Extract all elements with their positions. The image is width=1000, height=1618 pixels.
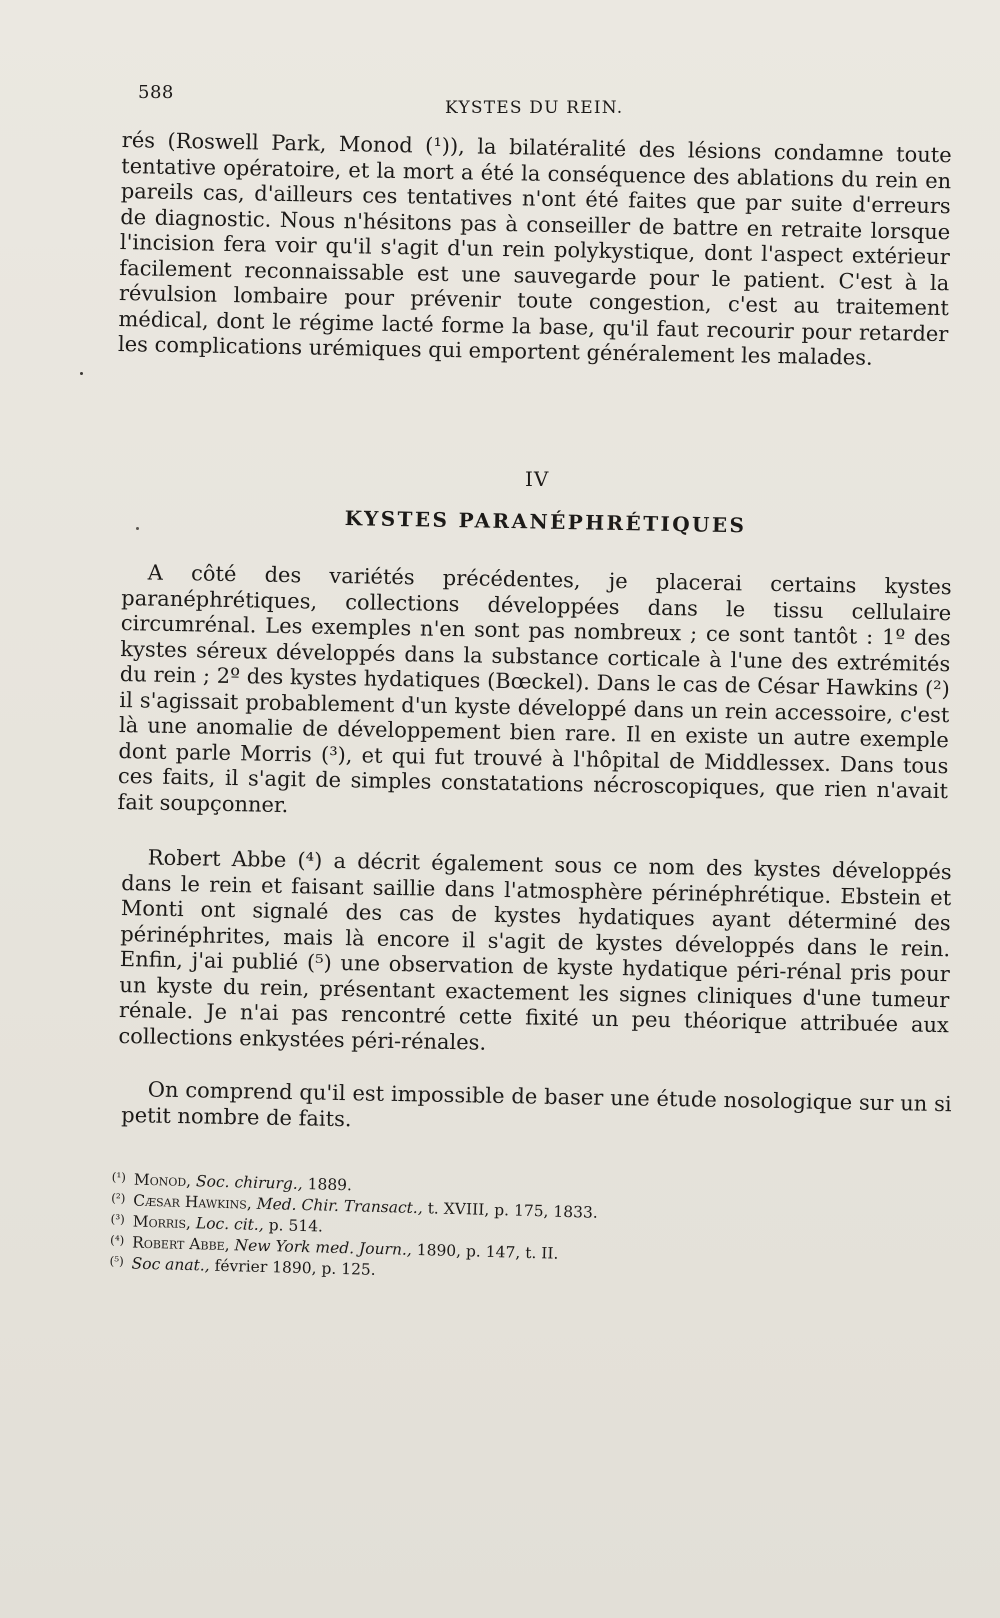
footnote-source: Med. Chir. Transact., [256, 1194, 424, 1218]
paragraph [117, 560, 952, 830]
footnote-source: New York med. Journ., [234, 1236, 413, 1259]
footnote-detail: février 1890, p. 125. [214, 1256, 376, 1279]
paragraph-text: rés (Roswell Park, Monod (¹)), la bilatéralité des lésions condamne toute tentative opératoire, et la mort a été la conséquence des ablations du rein en pareils cas, d'ailleurs ces tentatives n'ont été faites que par suite d'erreurs de diagnostic. Nous n'hésitons pas à conseiller de battre en retraite lorsque l'incision fera voir qu'il s'agit d'un rein polykystique, dont l'aspect extérieur facilement reconnaissable est une sauvegarde pour le patient. C'est à la révulsion lombaire pour prévenir toute congestion, c'est au traitement médical, dont le régime lacté forme la base, qu'il faut recourir pour retarder les complications urémiques qui emportent généralement les malades. [117, 128, 952, 370]
page-number: 588 [138, 82, 174, 103]
footnote-author: Monod, [133, 1170, 192, 1191]
footnote-source: Soc anat., [131, 1254, 210, 1275]
ink-speck [80, 372, 83, 375]
footnote-author: Robert Abbe, [131, 1233, 230, 1255]
footnote-mark: (²) [111, 1190, 126, 1206]
footnote-detail: 1890, p. 147, t. II. [416, 1241, 559, 1263]
ink-speck [136, 527, 139, 530]
section-number: IV [525, 467, 550, 491]
section-title: KYSTES PARANÉPHRÉTIQUES [344, 506, 747, 538]
footnote-detail: 1889. [307, 1175, 353, 1195]
footnote-detail: p. 514. [268, 1216, 324, 1236]
running-title: KYSTES DU REIN. [445, 98, 624, 118]
footnote-mark: (⁵) [109, 1253, 124, 1269]
footnotes [109, 1168, 672, 1288]
footnote-source: Soc. chirurg., [195, 1172, 303, 1193]
footnote-author: Cæsar Hawkins, [133, 1191, 253, 1213]
footnote-author: Morris, [132, 1212, 192, 1233]
footnote-mark: (⁴) [109, 1232, 125, 1248]
footnote-mark: (¹) [111, 1169, 127, 1185]
footnote-source: Loc. cit., [195, 1214, 265, 1234]
paragraph-text: On comprend qu'il est impossible de baser une étude nosologique sur un si petit nombre de faits. [121, 1077, 952, 1131]
paragraph-text: A côté des variétés précédentes, je placerai certains kystes paranéphrétiques, collections développées dans le tissu cellulaire circumrénal. Les exemples n'en sont pas nombreux ; ce sont tantôt : 1º des kystes séreux développés dans la substance corticale à l'une des extrémités du rein ; 2º des kystes hydatiques (Bœckel). Dans le cas de César Hawkins (²) il s'agissait probablement d'un kyste développé dans un rein accessoire, c'est là une anomalie de développement bien rare. Il en existe un autre exemple dont parle Morris (³), et qui fut trouvé à l'hôpital de Middlessex. Dans tous ces faits, il s'agit de simples constatations nécroscopiques, que rien n'avait fait soupçonner. [117, 560, 952, 817]
continued-paragraph [118, 128, 952, 373]
paragraph [118, 845, 952, 1064]
paragraph-text: Robert Abbe (⁴) a décrit également sous ce nom des kystes développés dans le rein et faisant saillie dans l'atmosphère périnéphrétique. Ebstein et Monti ont signalé des cas de kystes hydatiques ayant déterminé des périnéphrites, mais là encore il s'agit de kystes développés dans le rein. Enfin, j'ai publié (⁵) une observation de kyste hydatique péri-rénal pris pour un kyste du rein, présentant exactement les signes cliniques d'une tumeur rénale. Je n'ai pas rencontré cette fixité un peu théorique attribuée aux collections enkystées péri-rénales. [118, 845, 952, 1055]
footnote-mark: (³) [110, 1211, 126, 1227]
footnote-detail: t. XVIII, p. 175, 1833. [427, 1199, 599, 1222]
paragraph [121, 1077, 952, 1143]
